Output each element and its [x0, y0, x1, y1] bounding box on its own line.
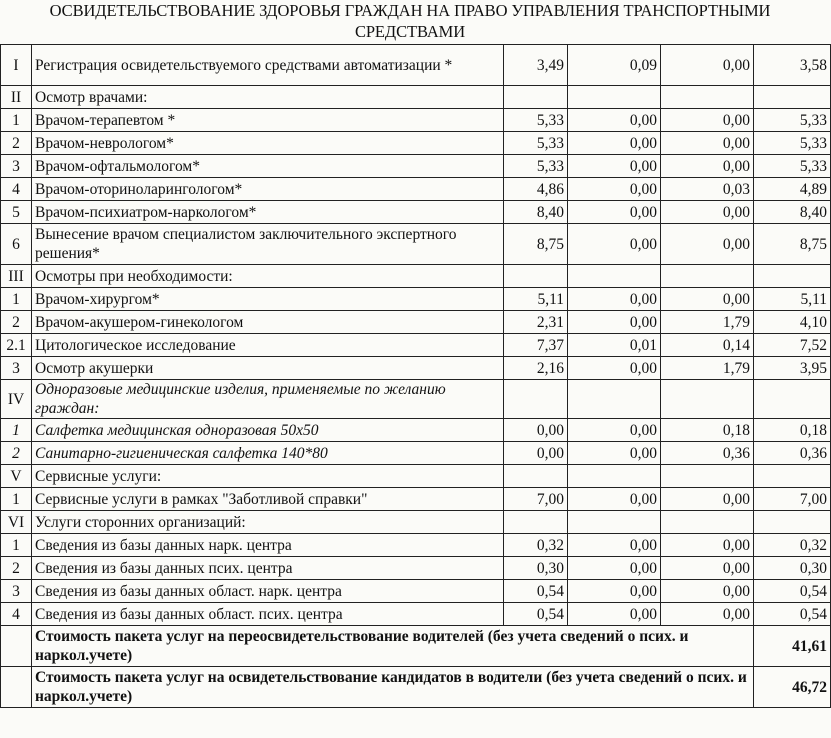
price-cell: 0,00 [661, 557, 754, 580]
price-cell: 0,00 [568, 580, 661, 603]
price-cell: 0,00 [568, 442, 661, 465]
table-row [1, 603, 831, 626]
price-cell: 0,00 [661, 534, 754, 557]
price-cell: 0,00 [568, 109, 661, 132]
price-cell: 8,75 [504, 224, 568, 265]
row-number: 2 [1, 557, 32, 580]
service-name: Врачом-неврологом* [32, 132, 504, 155]
table-row [1, 580, 831, 603]
table-row [1, 557, 831, 580]
table-row [1, 419, 831, 442]
price-cell: 0,00 [568, 311, 661, 334]
price-cell: 0,00 [568, 178, 661, 201]
price-cell: 0,00 [568, 224, 661, 265]
price-cell: 5,33 [504, 155, 568, 178]
table-row [1, 109, 831, 132]
price-cell: 8,40 [754, 201, 831, 224]
total-label: Стоимость пакета услуг на переосвидетельствование водителей (без учета сведений о псих. и наркол.учете) [32, 626, 754, 667]
table-row [1, 465, 831, 488]
price-cell: 3,49 [504, 45, 568, 86]
price-cell: 0,00 [568, 419, 661, 442]
table-row [1, 442, 831, 465]
service-name: Сведения из базы данных област. нарк. центра [32, 580, 504, 603]
price-cell: 0,01 [568, 334, 661, 357]
row-number: 4 [1, 178, 32, 201]
price-cell: 0,00 [568, 603, 661, 626]
service-name: Врачом-хирургом* [32, 288, 504, 311]
total-value: 41,61 [754, 626, 831, 667]
price-cell: 0,00 [568, 534, 661, 557]
empty-cell [661, 465, 754, 488]
empty-cell [661, 86, 754, 109]
price-cell: 0,54 [754, 580, 831, 603]
price-cell: 0,30 [504, 557, 568, 580]
table-row [1, 178, 831, 201]
table-row [1, 380, 831, 419]
price-cell: 0,00 [661, 45, 754, 86]
price-cell: 5,33 [754, 109, 831, 132]
service-name: Сведения из базы данных псих. центра [32, 557, 504, 580]
row-number: 3 [1, 155, 32, 178]
row-number: IV [1, 380, 32, 419]
row-number: 6 [1, 224, 32, 265]
row-number: 1 [1, 488, 32, 511]
price-cell: 0,00 [661, 224, 754, 265]
price-cell: 8,75 [754, 224, 831, 265]
row-number: 1 [1, 534, 32, 557]
empty-cell [568, 86, 661, 109]
service-name: Вынесение врачом специалистом заключительного экспертного решения* [32, 224, 504, 265]
total-value: 46,72 [754, 667, 831, 708]
table-row [1, 201, 831, 224]
empty-cell [504, 86, 568, 109]
empty-cell [568, 511, 661, 534]
price-cell: 0,00 [568, 155, 661, 178]
price-cell: 7,52 [754, 334, 831, 357]
price-cell: 0,00 [504, 442, 568, 465]
price-cell: 0,30 [754, 557, 831, 580]
price-cell: 8,40 [504, 201, 568, 224]
price-cell: 0,00 [568, 132, 661, 155]
price-cell: 5,33 [504, 132, 568, 155]
table-row [1, 224, 831, 265]
row-number: II [1, 86, 32, 109]
price-cell: 5,33 [754, 132, 831, 155]
table-row [1, 86, 831, 109]
price-cell: 1,79 [661, 311, 754, 334]
row-number: I [1, 45, 32, 86]
price-cell: 0,36 [661, 442, 754, 465]
total-label: Стоимость пакета услуг на освидетельствование кандидатов в водители (без учета сведений о псих. и наркол.учете) [32, 667, 754, 708]
document-title: ОСВИДЕТЕЛЬСТВОВАНИЕ ЗДОРОВЬЯ ГРАЖДАН НА ПРАВО УПРАВЛЕНИЯ ТРАНСПОРТНЫМИ СРЕДСТВАМИ [49, 1, 771, 41]
row-number: VI [1, 511, 32, 534]
price-cell: 0,00 [661, 488, 754, 511]
price-cell: 0,09 [568, 45, 661, 86]
price-cell: 3,58 [754, 45, 831, 86]
price-cell: 0,54 [504, 580, 568, 603]
row-number: III [1, 265, 32, 288]
table-row [1, 357, 831, 380]
price-cell: 4,10 [754, 311, 831, 334]
price-cell: 0,00 [568, 201, 661, 224]
price-cell: 2,31 [504, 311, 568, 334]
service-name: Сервисные услуги в рамках "Заботливой справки" [32, 488, 504, 511]
total-row [1, 667, 831, 708]
empty-cell [661, 380, 754, 419]
price-cell: 0,32 [754, 534, 831, 557]
price-cell: 5,33 [754, 155, 831, 178]
table-row [1, 132, 831, 155]
price-cell: 4,86 [504, 178, 568, 201]
price-cell: 0,00 [661, 288, 754, 311]
service-name: Врачом-оториноларингологом* [32, 178, 504, 201]
row-number: V [1, 465, 32, 488]
price-table [0, 44, 831, 708]
price-cell: 0,54 [504, 603, 568, 626]
empty-cell [661, 265, 754, 288]
row-number: 1 [1, 419, 32, 442]
table-row [1, 488, 831, 511]
price-cell: 7,37 [504, 334, 568, 357]
service-name: Сведения из базы данных нарк. центра [32, 534, 504, 557]
row-number: 3 [1, 580, 32, 603]
service-name: Цитологическое исследование [32, 334, 504, 357]
empty-cell [754, 380, 831, 419]
price-cell: 0,00 [568, 557, 661, 580]
price-cell: 0,00 [568, 357, 661, 380]
service-name: Салфетка медицинская одноразовая 50х50 [32, 419, 504, 442]
empty-cell [568, 380, 661, 419]
total-spacer [1, 667, 32, 708]
price-cell: 5,11 [754, 288, 831, 311]
price-cell: 0,00 [661, 603, 754, 626]
row-number: 1 [1, 109, 32, 132]
section-heading: Услуги сторонних организаций: [32, 511, 504, 534]
price-cell: 0,18 [661, 419, 754, 442]
service-name: Регистрация освидетельствуемого средствами автоматизации * [32, 45, 504, 86]
price-cell: 0,00 [661, 580, 754, 603]
price-cell: 0,54 [754, 603, 831, 626]
service-name: Врачом-психиатром-наркологом* [32, 201, 504, 224]
price-cell: 0,00 [661, 201, 754, 224]
price-cell: 0,00 [661, 109, 754, 132]
empty-cell [661, 511, 754, 534]
row-number: 2 [1, 442, 32, 465]
section-heading: Одноразовые медицинские изделия, применяемые по желанию граждан: [32, 380, 504, 419]
empty-cell [504, 511, 568, 534]
price-cell: 1,79 [661, 357, 754, 380]
price-cell: 2,16 [504, 357, 568, 380]
service-name: Санитарно-гигиеническая салфетка 140*80 [32, 442, 504, 465]
empty-cell [754, 511, 831, 534]
empty-cell [754, 86, 831, 109]
empty-cell [754, 465, 831, 488]
table-row [1, 265, 831, 288]
price-cell: 7,00 [754, 488, 831, 511]
price-cell: 5,33 [504, 109, 568, 132]
price-cell: 0,18 [754, 419, 831, 442]
table-row [1, 311, 831, 334]
section-heading: Сервисные услуги: [32, 465, 504, 488]
total-row [1, 626, 831, 667]
row-number: 2.1 [1, 334, 32, 357]
row-number: 3 [1, 357, 32, 380]
price-cell: 0,36 [754, 442, 831, 465]
service-name: Осмотр акушерки [32, 357, 504, 380]
row-number: 4 [1, 603, 32, 626]
table-row [1, 534, 831, 557]
price-cell: 0,00 [568, 488, 661, 511]
empty-cell [568, 465, 661, 488]
empty-cell [568, 265, 661, 288]
table-row [1, 288, 831, 311]
row-number: 5 [1, 201, 32, 224]
service-name: Врачом-акушером-гинекологом [32, 311, 504, 334]
table-row [1, 155, 831, 178]
price-cell: 7,00 [504, 488, 568, 511]
service-name: Сведения из базы данных област. псих. центра [32, 603, 504, 626]
price-cell: 5,11 [504, 288, 568, 311]
empty-cell [754, 265, 831, 288]
price-cell: 0,00 [504, 419, 568, 442]
service-name: Врачом-терапевтом * [32, 109, 504, 132]
service-name: Врачом-офтальмологом* [32, 155, 504, 178]
price-cell: 0,00 [568, 288, 661, 311]
price-cell: 0,00 [661, 155, 754, 178]
price-cell: 3,95 [754, 357, 831, 380]
section-heading: Осмотр врачами: [32, 86, 504, 109]
price-cell: 0,32 [504, 534, 568, 557]
table-row [1, 511, 831, 534]
price-cell: 0,03 [661, 178, 754, 201]
row-number: 2 [1, 132, 32, 155]
price-cell: 4,89 [754, 178, 831, 201]
empty-cell [504, 265, 568, 288]
row-number: 2 [1, 311, 32, 334]
price-cell: 0,14 [661, 334, 754, 357]
price-cell: 0,00 [661, 132, 754, 155]
table-row [1, 45, 831, 86]
section-heading: Осмотры при необходимости: [32, 265, 504, 288]
table-row [1, 334, 831, 357]
empty-cell [504, 380, 568, 419]
empty-cell [504, 465, 568, 488]
total-spacer [1, 626, 32, 667]
row-number: 1 [1, 288, 32, 311]
